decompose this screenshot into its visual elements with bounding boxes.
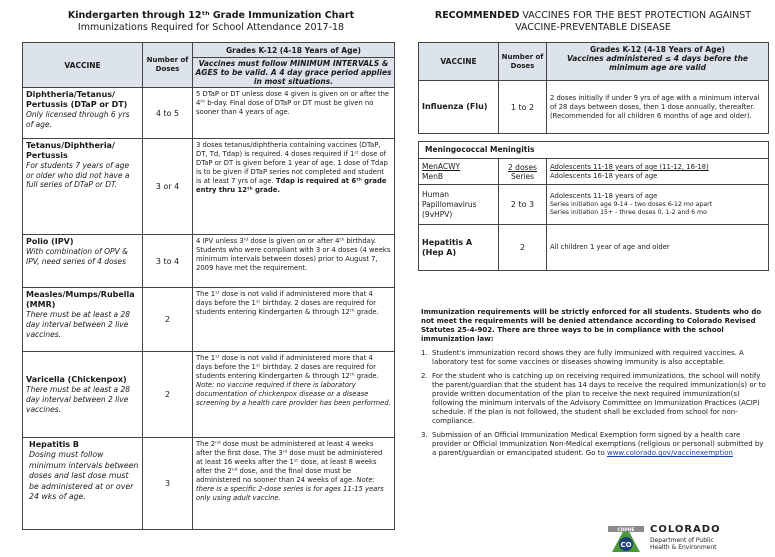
requirement-desc: The 1ˢᵗ dose is not valid if administered more that 4 days before the 1ˢᵗ birthday. 2 doses are required for students entering Kindergarten & through 12ᵗʰ grade. <box>193 288 395 352</box>
colorado-logo-icon <box>606 522 646 554</box>
dose-count: 2 to 3 <box>499 185 547 225</box>
logo-mark-text: CDPHE <box>617 528 635 533</box>
hpv-series-note-1: Series initiation age 9-14 – two doses 6-12 mo apart <box>550 201 713 208</box>
table-row <box>419 159 769 185</box>
table-row <box>23 438 395 530</box>
requirement-desc <box>193 352 395 438</box>
law-intro: Immunization requirements will be strictly enforced for all students. Students who do not meet the requirements will be denied attendance according to Colorado Revised Statutes 25-4-902. There are three ways to be in compliance with the school immunization law: <box>421 308 762 343</box>
requirement-desc-text: The 1ˢᵗ dose is not valid if administered more that 4 days before the 1ˢᵗ birthday. 2 doses are required for students entering Kindergarten & through 12ᵗʰ grade. <box>196 354 379 380</box>
right-title <box>418 10 768 34</box>
menacwy-name: MenACWY <box>422 161 461 171</box>
vaccine-name-text: Diphtheria/Tetanus/ Pertussis (DTaP or DT) <box>26 90 128 109</box>
menb-name: MenB <box>422 171 443 181</box>
vaccine-name <box>23 438 143 530</box>
dose-count: 2 <box>143 288 193 352</box>
vaccine-name <box>23 352 143 438</box>
requirement-desc: 4 IPV unless 3ʳᵈ dose is given on or after 4ᵗʰ birthday. Students who were compliant with 3 or 4 doses (4 weeks minimum intervals between doses) prior to August 7, 2009 have met the requirement. <box>193 235 395 288</box>
recommendation-desc: All children 1 year of age and older <box>547 225 769 271</box>
vaccine-name <box>23 235 143 288</box>
header-grades: Grades K-12 (4-18 Years of Age) <box>193 43 395 58</box>
dose-count: 4 to 5 <box>143 88 193 139</box>
header-doses: Number of Doses <box>143 43 193 88</box>
requirement-desc-note: Note: no vaccine required if there is laboratory documentation of chickenpox disease or a disease screening by a health care provider has been performed. <box>196 381 391 407</box>
compliance-list <box>421 349 766 458</box>
vaccine-name-text: Varicella (Chickenpox) <box>26 374 127 384</box>
dose-count: 1 to 2 <box>499 81 547 134</box>
vaccine-note: There must be at least a 28 day interval between 2 live vaccines. <box>26 384 131 414</box>
vaccine-name-text: Measles/Mumps/Rubella (MMR) <box>26 290 135 309</box>
table-row <box>23 139 395 235</box>
list-text-body: Submission of an Official Immunization Medical Exemption form signed by a health care provider or Official Immunization Non-Medical exemptions (religious or personal) submitted by a parent/guardian or emancipated student. Go to <box>432 431 764 457</box>
logo-mark-letters: CO <box>620 541 632 549</box>
list-number: 2. <box>421 372 428 380</box>
recommendation-desc: 2 doses initially if under 9 yrs of age with a minimum interval of 28 days between doses, then 1 dose annually, thereafter. (Recommended for all children 6 months of age and older). <box>547 81 769 134</box>
hpv-series-note-2: Series initiation 15+ - three doses 0, 1-2 and 6 mo <box>550 209 707 216</box>
dose-count <box>499 159 547 185</box>
header-vaccine: VACCINE <box>419 43 499 81</box>
table-row <box>23 235 395 288</box>
logo-sub-line1: Department of Public <box>650 537 714 544</box>
table-row <box>419 225 769 271</box>
vaccine-note: Dosing must follow minimum intervals between doses and last dose must be administered at or over 24 wks of age. <box>29 450 139 501</box>
dose-count: 3 or 4 <box>143 139 193 235</box>
left-title-line2: Immunizations Required for School Attendance 2017-18 <box>77 22 345 33</box>
requirement-desc-note: Note: there is a specific 2-dose series is for ages 11-15 years only using adult vaccine. <box>196 476 384 502</box>
table-row <box>23 288 395 352</box>
vaccine-exemption-link[interactable]: www.colorado.gov/vaccinexemption <box>606 449 733 457</box>
list-number: 1. <box>421 349 428 357</box>
recommendation-desc <box>547 185 769 225</box>
vaccine-name-text: Polio (IPV) <box>26 237 74 246</box>
requirement-desc-text: The 2ⁿᵈ dose must be administered at least 4 weeks after the first dose. The 3ʳᵈ dose must be administered at least 16 weeks after the 1ˢᵗ dose, at least 8 weeks after the 2ⁿᵈ dose, and the final dose must be administered no sooner than 24 weeks of age. <box>196 440 383 484</box>
list-text: For the student who is catching up on receiving required immunizations, the school will notify the parent/guardian that the student has 14 days to receive the required immunization(s) or to provide written documentation of the plan to receive the next required immunization(s) following the minimum intervals of the Advisory Committee on Immunization Practices (ACIP) schedule. If the plan is not followed, the student shall be excluded from school for non-compliance. <box>432 372 766 425</box>
left-title-line1: Kindergarten through 12ᵗʰ Grade Immunization Chart <box>67 10 355 21</box>
vaccine-name-text: Hepatitis B <box>29 440 80 449</box>
hpv-desc: Adolescents 11-18 years of age <box>550 192 658 200</box>
menb-desc: Adolescents 16-18 years of age <box>550 171 658 180</box>
header-grades <box>547 43 769 81</box>
table-row <box>419 81 769 134</box>
meningococcal-label: Meningococcal Meningitis <box>419 142 769 159</box>
requirement-desc: 5 DTaP or DT unless dose 4 given is given on or after the 4ᵗʰ b-day. Final dose of DTaP or DT must be given no sooner than 4 years of age. <box>193 88 395 139</box>
table-row <box>23 88 395 139</box>
vaccine-note: There must be at least a 28 day interval between 2 live vaccines. <box>26 310 131 339</box>
vaccine-name: Influenza (Flu) <box>419 81 499 134</box>
table-row <box>23 352 395 438</box>
vaccine-name <box>23 88 143 139</box>
menb-doses: Series <box>510 171 535 181</box>
cdphe-logo <box>606 522 766 554</box>
header-doses: Number of Doses <box>499 43 547 81</box>
requirement-desc <box>193 139 395 235</box>
list-item <box>421 431 766 458</box>
list-item <box>421 349 766 367</box>
left-title <box>22 10 400 34</box>
logo-subtitle <box>650 537 717 551</box>
right-title-rest: VACCINES FOR THE BEST PROTECTION AGAINST VACCINE-PREVENTABLE DISEASE <box>515 10 752 33</box>
vaccine-name <box>23 288 143 352</box>
required-immunization-table <box>22 42 395 530</box>
list-item <box>421 372 766 426</box>
vaccine-note: Only licensed through 6 yrs of age. <box>26 110 130 129</box>
school-law-section <box>421 308 766 463</box>
menacwy-desc: Adolescents 11-18 years of age (11-12, 16-18) <box>550 162 709 171</box>
dose-count: 3 <box>143 438 193 530</box>
header-grades-text: Grades K-12 (4-18 Years of Age) <box>590 45 725 54</box>
requirement-desc-text: 3 doses tetanus/diphtheria containing vaccines (DTaP, DT, Td, Tdap) is required. 4 doses required if 1ˢᵗ dose of DTaP or DT is given before 1 year of age. 1 dose of Tdap is to be given if DTaP series not completed and student is at least 7 yrs of age. <box>196 141 388 185</box>
recommended-vaccine-table <box>418 42 769 271</box>
vaccine-name <box>419 159 499 185</box>
list-text <box>432 431 766 458</box>
table-row <box>419 185 769 225</box>
header-vaccine: VACCINE <box>23 43 143 88</box>
list-text: Student's immunization record shows they are fully immunized with required vaccines. A laboratory test for some vaccines or diseases showing immunity is also acceptable. <box>432 349 744 366</box>
vaccine-note: For students 7 years of age or older who did not have a full series of DTaP or DT. <box>26 161 130 189</box>
recommendation-desc <box>547 159 769 185</box>
right-title-bold: RECOMMENDED <box>434 10 520 21</box>
vaccine-name <box>23 139 143 235</box>
dose-count: 3 to 4 <box>143 235 193 288</box>
header-grades-note: Vaccines administered ≤ 4 days before the minimum age are valid <box>566 54 749 72</box>
vaccine-note: With combination of OPV & IPV, need series of 4 doses <box>26 247 128 266</box>
requirement-desc-bold: Tdap is required at 6ᵗʰ grade entry thru 12ᵗʰ grade. <box>196 177 387 194</box>
logo-sub-line2: Health & Environment <box>650 544 717 551</box>
header-min-intervals: Vaccines must follow MINIMUM INTERVALS & AGES to be valid. A 4 day grace period applies in most situations. <box>193 58 395 88</box>
menacwy-doses: 2 doses <box>508 162 537 172</box>
requirement-desc <box>193 438 395 530</box>
vaccine-name-text: Tetanus/Diphtheria/ Pertussis <box>26 141 115 160</box>
vaccine-name: Hepatitis A (Hep A) <box>419 225 499 271</box>
dose-count: 2 <box>499 225 547 271</box>
vaccine-name: Human Papillomavirus (9vHPV) <box>419 185 499 225</box>
logo-word: COLORADO <box>650 524 721 535</box>
dose-count: 2 <box>143 352 193 438</box>
list-number: 3. <box>421 431 428 439</box>
